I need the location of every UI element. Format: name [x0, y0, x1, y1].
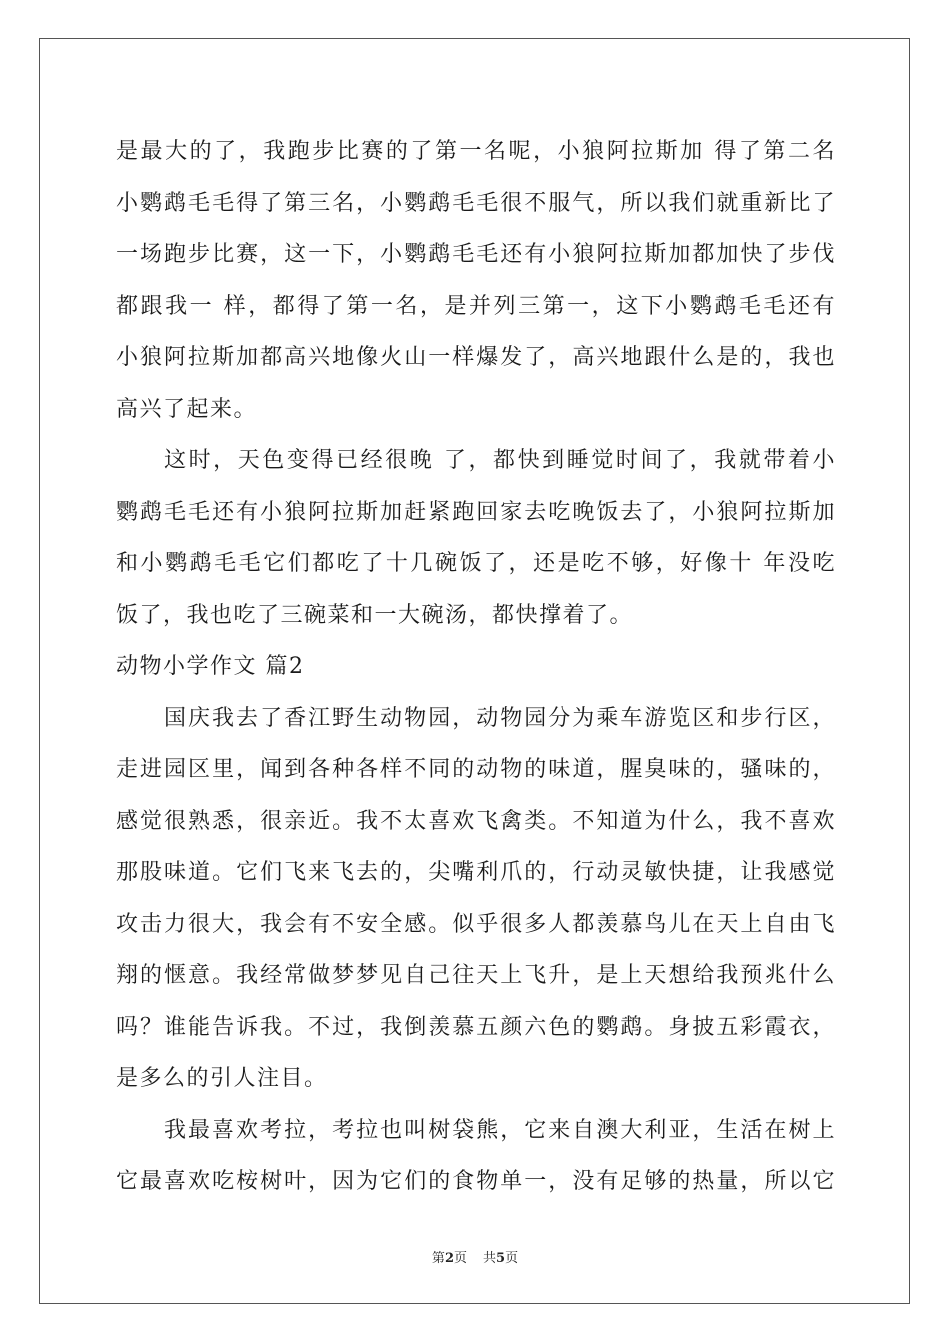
- total-page-number: 5: [496, 1251, 506, 1266]
- page-prefix: 第: [431, 1251, 445, 1266]
- text-line: 饭了，我也吃了三碗菜和一大碗汤，都快撑着了。: [116, 602, 634, 628]
- text-line: 高兴了起来。: [116, 396, 258, 422]
- current-page-number: 2: [444, 1251, 454, 1266]
- paragraph: [116, 435, 836, 641]
- text-line: 感觉很熟悉，很亲近。我不太喜欢飞禽类。不知道为什么，我不喜欢: [116, 808, 836, 834]
- text-line: 都跟我一 样，都得了第一名，是并列三第一，这下小鹦鹉毛毛还有: [116, 293, 836, 319]
- paragraph: [116, 1105, 836, 1208]
- text-line: 和小鹦鹉毛毛它们都吃了十几碗饭了，还是吃不够，好像十 年没吃: [116, 551, 836, 576]
- text-line: 攻击力很大，我会有不安全感。似乎很多人都羡慕鸟儿在天上自由飞: [116, 911, 836, 937]
- text-line: 翔的惬意。我经常做梦梦见自己往天上飞升，是上天想给我预兆什么: [116, 963, 836, 988]
- text-line: 它最喜欢吃桉树叶，因为它们的食物单一，没有足够的热量，所以它: [116, 1169, 836, 1194]
- text-line: 鹦鹉毛毛还有小狼阿拉斯加赶紧跑回家去吃晚饭去了，小狼阿拉斯加: [116, 499, 836, 525]
- text-line: 那股味道。它们飞来飞去的，尖嘴利爪的，行动灵敏快捷，让我感觉: [116, 860, 836, 885]
- text-line: 走进园区里，闻到各种各样不同的动物的味道，腥臭味的，骚味的，: [116, 757, 836, 782]
- paragraph: [116, 126, 836, 435]
- section-heading: 动物小学作文 篇2: [116, 654, 305, 679]
- text-line: 是多么的引人注目。: [116, 1066, 328, 1091]
- text-line: 一场跑步比赛，这一下，小鹦鹉毛毛还有小狼阿拉斯加都加快了步伐: [116, 242, 836, 267]
- text-line: 小狼阿拉斯加都高兴地像火山一样爆发了，高兴地跟什么是的，我也: [116, 345, 836, 370]
- page-suffix: 页: [453, 1251, 467, 1266]
- total-prefix: 共: [483, 1251, 497, 1266]
- paragraph: [116, 693, 836, 1105]
- text-line: 是最大的了，我跑步比赛的了第一名呢，小狼阿拉斯加 得了第二名: [116, 139, 836, 164]
- text-line: 小鹦鹉毛毛得了第三名，小鹦鹉毛毛很不服气，所以我们就重新比了: [116, 190, 836, 216]
- document-body: [116, 126, 836, 1208]
- text-line: 吗？谁能告诉我。不过，我倒羡慕五颜六色的鹦鹉。身披五彩霞衣，: [116, 1014, 836, 1040]
- total-suffix: 页: [505, 1251, 519, 1266]
- page-footer: [0, 1247, 950, 1266]
- text-line: 我最喜欢考拉，考拉也叫树袋熊，它来自澳大利亚，生活在树上: [164, 1117, 836, 1143]
- text-line: 这时，天色变得已经很晚 了，都快到睡觉时间了，我就带着小: [164, 448, 836, 473]
- text-line: 国庆我去了香江野生动物园，动物园分为乘车游览区和步行区，: [164, 705, 836, 731]
